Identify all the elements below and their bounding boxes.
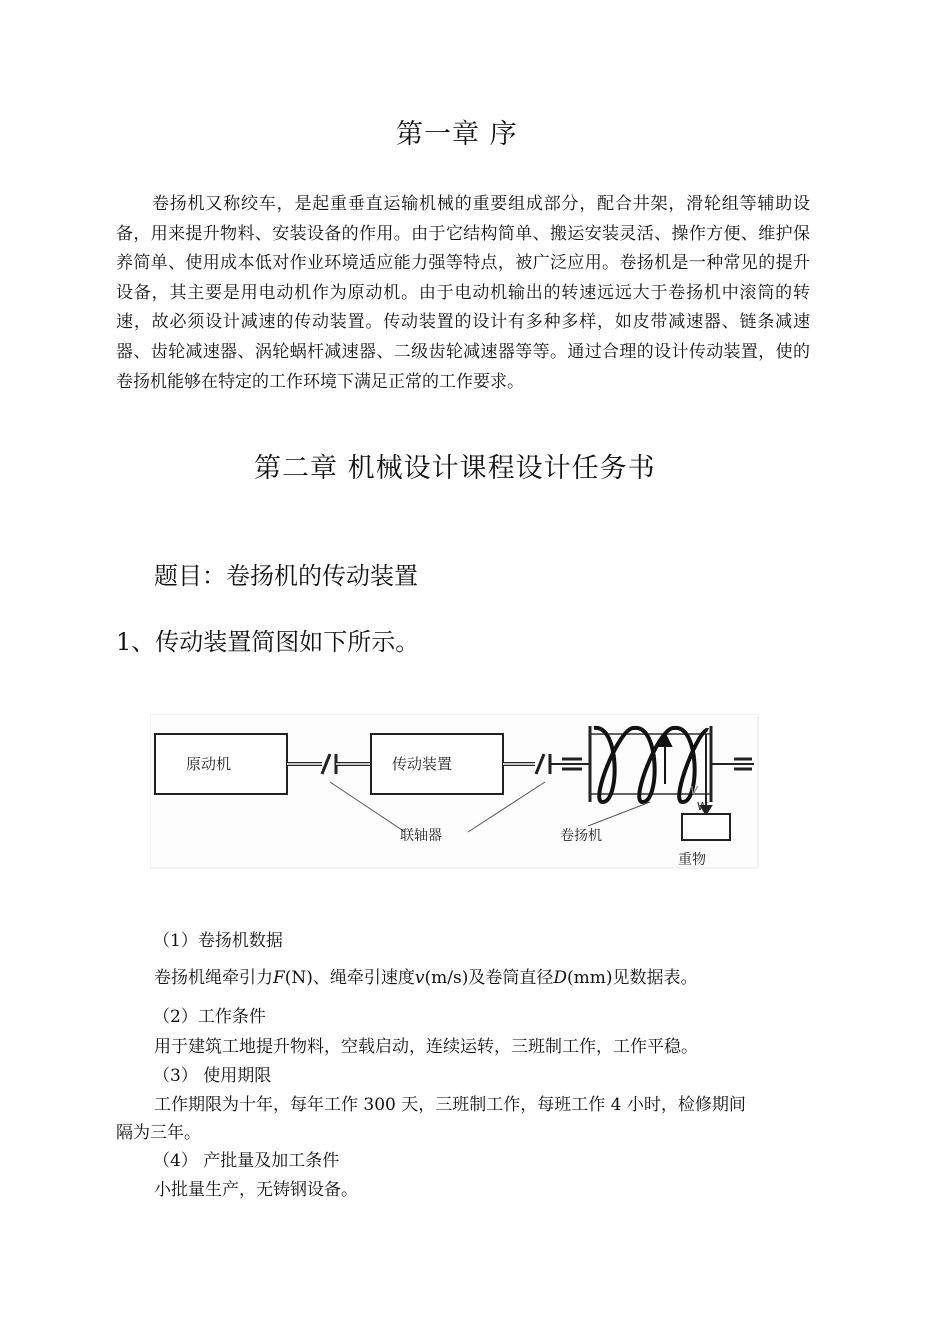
weight-box <box>682 814 730 840</box>
winch-label: 卷扬机 <box>560 828 602 844</box>
chapter2-title: 第二章 机械设计课程设计任务书 <box>254 453 656 484</box>
item3-text-line1: 工作期限为十年，每年工作 300 天，三班制工作，每班工作 4 小时，检修期间 <box>154 1095 746 1115</box>
transmission-diagram <box>150 714 760 870</box>
item1-text: 卷扬机绳牵引力𝐹(N)、绳牵引速度𝑣(m/s)及卷筒直径𝐷(mm)见数据表。 <box>154 968 698 988</box>
item3-heading: （3） 使用期限 <box>153 1066 272 1086</box>
item4-heading: （4） 产批量及加工条件 <box>153 1151 340 1171</box>
chapter1-title: 第一章 序 <box>396 119 518 150</box>
topic-heading: 题目：卷扬机的传动装置 <box>154 562 418 590</box>
weight-symbol: W <box>697 800 708 813</box>
chapter1-paragraph: 卷扬机又称绞车，是起重垂直运输机械的重要组成部分，配合井架，滑轮组等辅助设备，用来提升物料、安装设备的作用。由于它结构简单、搬运安装灵活、操作方便、维护保养简单、使用成本低对作业环境适应能力强等特点，被广泛应用。卷扬机是一种常见的提升设备，其主要是用电动机作为原动机。由于电动机输出的转速远远大于卷扬机中滚筒的转速，故必须设计减速的传动装置。传动装置的设计有多种多样，如皮带减速器、链条减速器、齿轮减速器、涡轮蜗杆减速器、二级齿轮减速器等等。通过合理的设计传动装置，使的卷扬机能够在特定的工作环境下满足正常的工作要求。 <box>116 194 810 392</box>
item1-heading: （1）卷扬机数据 <box>153 931 283 951</box>
velocity-symbol: v <box>690 782 699 798</box>
transmission-label: 传动装置 <box>392 755 453 773</box>
weight-label: 重物 <box>678 852 706 868</box>
item3-text-line2: 隔为三年。 <box>116 1123 201 1143</box>
item2-heading: （2）工作条件 <box>153 1007 266 1027</box>
prime-mover-label: 原动机 <box>186 755 232 773</box>
section1-heading: 1、传动装置简图如下所示。 <box>116 628 420 656</box>
item4-text: 小批量生产，无铸钢设备。 <box>154 1180 358 1200</box>
coupling-label: 联轴器 <box>400 828 442 844</box>
item2-text: 用于建筑工地提升物料，空载启动，连续运转，三班制工作，工作平稳。 <box>154 1037 698 1057</box>
